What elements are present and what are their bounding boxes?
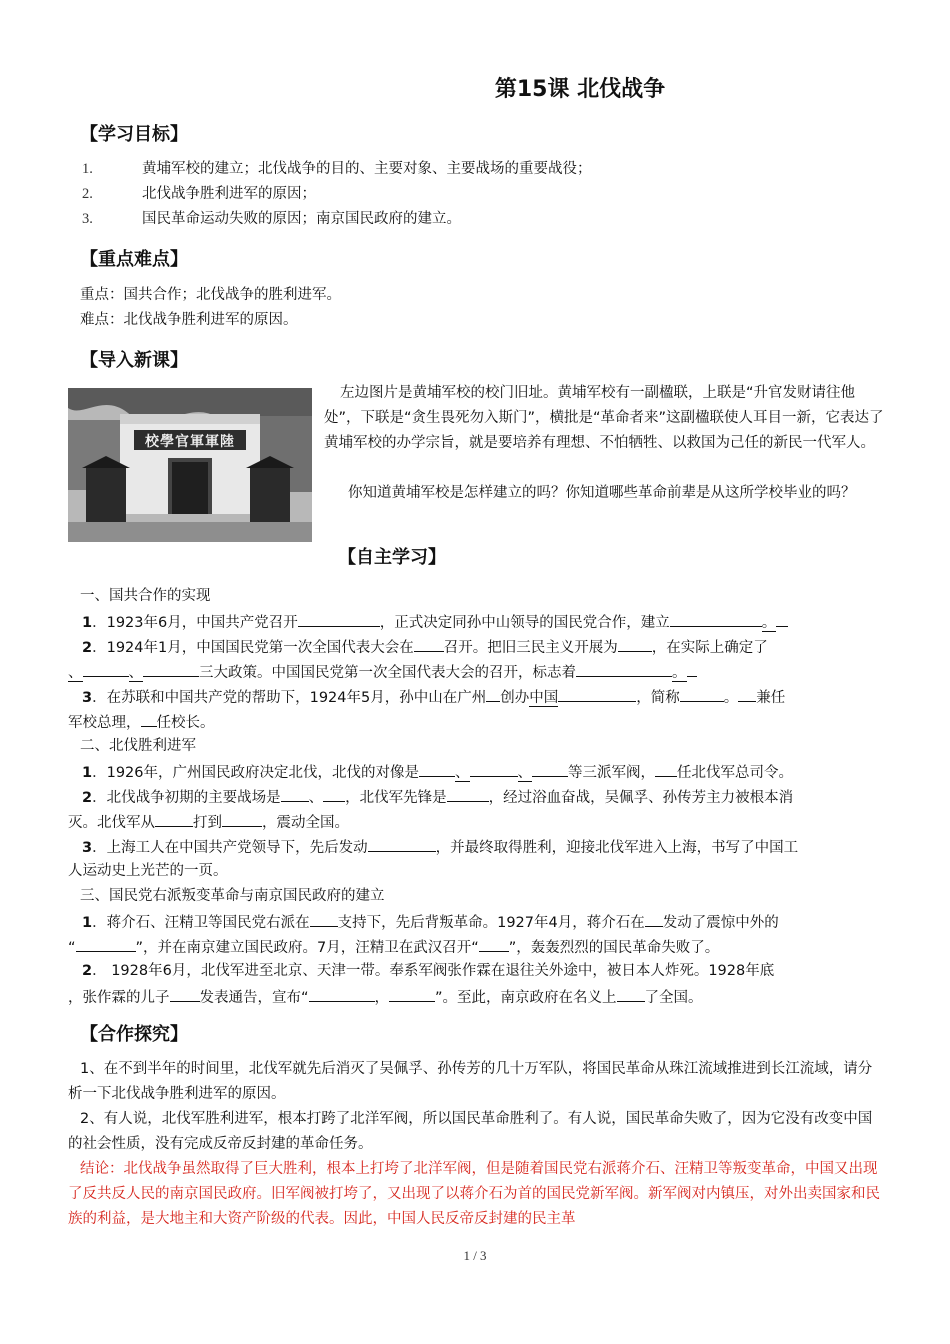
conclusion-text: 结论：北伐战争虽然取得了巨大胜利，根本上打垮了北洋军阀，但是随着国民党右派蒋介石、汪精卫等叛变革命，中国又出现了反共反人民的南京国民政府。旧军阀被打垮了，又出现了以蒋介石为首的国民党新军阀。新军阀对内镇压，对外出卖国家和民族的利益，是大地主和大资产阶级的代表。因此，中国人民反帝反封建的民主革 xyxy=(68,1161,880,1227)
question-number: 1 xyxy=(82,915,93,931)
question-number: 2 xyxy=(82,790,93,806)
difficulty-text: 难点：北伐战争胜利进军的原因。 xyxy=(80,312,298,328)
question-text: ．在苏联和中国共产党的帮助下，1924年5月，孙中山在广州 xyxy=(92,690,487,706)
answer-blank[interactable] xyxy=(558,684,636,702)
question-b3 xyxy=(80,834,885,861)
question-text: ，简称 xyxy=(636,690,680,706)
question-a3-cont xyxy=(68,709,883,736)
self-study-heading: 【自主学习】 xyxy=(338,547,446,568)
question-number: 1 xyxy=(82,615,93,631)
question-text: 兼任 xyxy=(756,690,786,706)
goal-item xyxy=(82,182,316,207)
goal-number: 1. xyxy=(82,161,93,177)
goal-item xyxy=(82,157,592,182)
cooperation-question-2: 2、有人说，北伐军胜利进军，根本打跨了北洋军阀，所以国民革命胜利了。有人说，国民革命失败了，因为它没有改变中国的社会性质，没有完成反帝反封建的革命任务。 xyxy=(68,1111,873,1152)
question-text: ． 1928年6月，北伐军进至北京、天津一带。奉系军阀张作霖在退往关外途中，被日本人炸死。1928年底 xyxy=(92,963,775,979)
question-text: ”，并在南京建立国民政府。7月，汪精卫在武汉召开“ xyxy=(135,940,479,956)
answer-blank[interactable] xyxy=(576,659,672,677)
question-text: 。 xyxy=(723,690,739,706)
answer-blank[interactable] xyxy=(323,784,345,802)
question-text: 。 xyxy=(761,615,777,631)
intro-question: 你知道黄埔军校是怎样建立的吗？你知道哪些革命前辈是从这所学校毕业的吗？ xyxy=(348,485,856,501)
question-text: 。 xyxy=(672,665,687,681)
goal-text: 北伐战争胜利进军的原因； xyxy=(142,186,316,202)
answer-blank[interactable] xyxy=(76,934,136,952)
question-b1 xyxy=(80,759,885,786)
question-text: 中国 xyxy=(529,690,559,706)
goal-text: 黄埔军校的建立；北伐战争的目的、主要对象、主要战场的重要战役； xyxy=(142,161,592,177)
answer-blank[interactable] xyxy=(617,984,645,1002)
answer-blank[interactable] xyxy=(670,609,762,627)
question-c2 xyxy=(80,959,885,984)
question-b3-cont: 人运动史上光芒的一页。 xyxy=(68,863,228,879)
question-text: ”。至此，南京政府在名义上 xyxy=(435,990,617,1006)
cooperation-question-1: 1、在不到半年的时间里，北伐军就先后消灭了吴佩孚、孙传芳的几十万军队，将国民革命从珠江流域推进到长江流域，请分析一下北伐战争胜利进军的原因。 xyxy=(68,1061,873,1102)
question-text: 召开。把旧三民主义开展为 xyxy=(443,640,618,656)
question-text: 打到 xyxy=(193,815,222,831)
answer-blank[interactable] xyxy=(414,634,444,652)
gate-illustration xyxy=(68,388,312,542)
question-text: 了全国。 xyxy=(644,990,703,1006)
answer-blank[interactable] xyxy=(447,784,489,802)
question-text: ．1926年，广州国民政府决定北伐，北伐的对像是 xyxy=(92,765,419,781)
gate-sign: 校學官軍軍陸 xyxy=(145,434,235,450)
section-title: 二、北伐胜利进军 xyxy=(80,738,196,754)
answer-blank[interactable] xyxy=(470,759,518,777)
question-text: 、 xyxy=(128,665,143,681)
answer-blank[interactable] xyxy=(479,934,509,952)
intro-heading: 【导入新课】 xyxy=(80,350,188,371)
question-text: ，正式决定同孙中山领导的国民党合作，建立 xyxy=(379,615,670,631)
question-text: ，并最终取得胜利，迎接北伐军进入上海，书写了中国工 xyxy=(435,840,799,856)
question-a2-cont xyxy=(68,659,883,686)
question-a2 xyxy=(80,634,885,661)
question-number: 2 xyxy=(82,963,93,979)
answer-blank[interactable] xyxy=(141,709,157,727)
answer-blank[interactable] xyxy=(170,984,200,1002)
answer-blank[interactable] xyxy=(738,684,756,702)
answer-blank[interactable] xyxy=(143,659,199,677)
question-text: 灭。北伐军从 xyxy=(68,815,155,831)
question-text: 发表通告，宣布“ xyxy=(199,990,309,1006)
question-text: 、 xyxy=(308,790,324,806)
answer-blank[interactable] xyxy=(298,609,380,627)
question-c2-cont xyxy=(68,984,883,1011)
answer-blank[interactable] xyxy=(680,684,724,702)
goal-item xyxy=(82,207,461,232)
question-text: 支持下，先后背叛革命。1927年4月，蒋介石在 xyxy=(337,915,645,931)
huangpu-gate-photo xyxy=(68,388,312,542)
question-text: “ xyxy=(68,940,76,956)
question-b2 xyxy=(80,784,885,811)
answer-blank[interactable] xyxy=(155,809,193,827)
question-text: 创办 xyxy=(500,690,530,706)
question-b2-cont xyxy=(68,809,883,836)
section-title: 一、国共合作的实现 xyxy=(80,588,211,604)
answer-blank[interactable] xyxy=(222,809,262,827)
goals-heading: 【学习目标】 xyxy=(80,124,188,145)
question-text: 军校总理， xyxy=(68,715,141,731)
question-text: ，震动全国。 xyxy=(262,815,349,831)
question-c1 xyxy=(80,909,885,936)
question-text: ．1923年6月，中国共产党召开 xyxy=(92,615,298,631)
cooperation-heading: 【合作探究】 xyxy=(80,1024,188,1045)
goal-number: 3. xyxy=(82,211,93,227)
question-number: 3 xyxy=(82,690,93,706)
answer-blank[interactable] xyxy=(389,984,435,1002)
question-number: 2 xyxy=(82,640,93,656)
question-text: 等三派军阀， xyxy=(568,765,655,781)
answer-blank[interactable] xyxy=(687,659,697,677)
answer-blank[interactable] xyxy=(618,634,652,652)
question-text: 、 xyxy=(455,765,470,781)
answer-blank[interactable] xyxy=(281,784,309,802)
question-text: ．蒋介石、汪精卫等国民党右派在 xyxy=(92,915,310,931)
answer-blank[interactable] xyxy=(368,834,436,852)
key-heading: 【重点难点】 xyxy=(80,249,188,270)
answer-blank[interactable] xyxy=(309,984,375,1002)
question-text: 、 xyxy=(68,665,83,681)
question-text: ， xyxy=(374,990,390,1006)
focus-text: 重点：国共合作；北伐战争的胜利进军。 xyxy=(80,287,341,303)
question-text: ．北伐战争初期的主要战场是 xyxy=(92,790,281,806)
answer-blank[interactable] xyxy=(532,759,568,777)
page-number: 1 / 3 xyxy=(463,1248,487,1263)
question-a3 xyxy=(80,684,885,711)
question-text: ，张作霖的儿子 xyxy=(68,990,170,1006)
answer-blank[interactable] xyxy=(486,684,500,702)
question-text: 任校长。 xyxy=(156,715,215,731)
question-number: 1 xyxy=(82,765,93,781)
section-title: 三、国民党右派叛变革命与南京国民政府的建立 xyxy=(80,888,385,904)
answer-blank[interactable] xyxy=(83,659,129,677)
question-text: 发动了震惊中外的 xyxy=(662,915,779,931)
question-text: ，经过浴血奋战，吴佩孚、孙传芳主力被根本消 xyxy=(488,790,794,806)
intro-paragraph: 左边图片是黄埔军校的校门旧址。黄埔军校有一副楹联，上联是“升官发财请往他处”，下联是“贪生畏死勿入斯门”，横批是“革命者来”这副楹联使人耳目一新，它表达了黄埔军校的办学宗旨，就是要培养有理想、不怕牺牲、以救国为己任的新民一代军人。 xyxy=(324,385,884,451)
goal-text: 国民革命运动失败的原因；南京国民政府的建立。 xyxy=(142,211,461,227)
question-number: 3 xyxy=(82,840,93,856)
question-text: ”，轰轰烈烈的国民革命失败了。 xyxy=(508,940,720,956)
question-text: 、 xyxy=(517,765,532,781)
question-text: ，北伐军先锋是 xyxy=(345,790,447,806)
question-text: 任北伐军总司令。 xyxy=(677,765,793,781)
question-text: 三大政策。中国国民党第一次全国代表大会的召开，标志着 xyxy=(199,665,576,681)
page-title: 第15课 北伐战争 xyxy=(494,77,666,102)
answer-blank[interactable] xyxy=(310,909,338,927)
answer-blank[interactable] xyxy=(776,609,788,627)
question-a1 xyxy=(80,609,880,636)
question-text: ，在实际上确定了 xyxy=(651,640,768,656)
answer-blank[interactable] xyxy=(419,759,455,777)
question-text: ．上海工人在中国共产党领导下，先后发动 xyxy=(92,840,368,856)
question-text: ．1924年1月，中国国民党第一次全国代表大会在 xyxy=(92,640,414,656)
answer-blank[interactable] xyxy=(645,909,663,927)
goal-number: 2. xyxy=(82,186,93,202)
question-c1-cont xyxy=(68,934,883,961)
answer-blank[interactable] xyxy=(655,759,677,777)
